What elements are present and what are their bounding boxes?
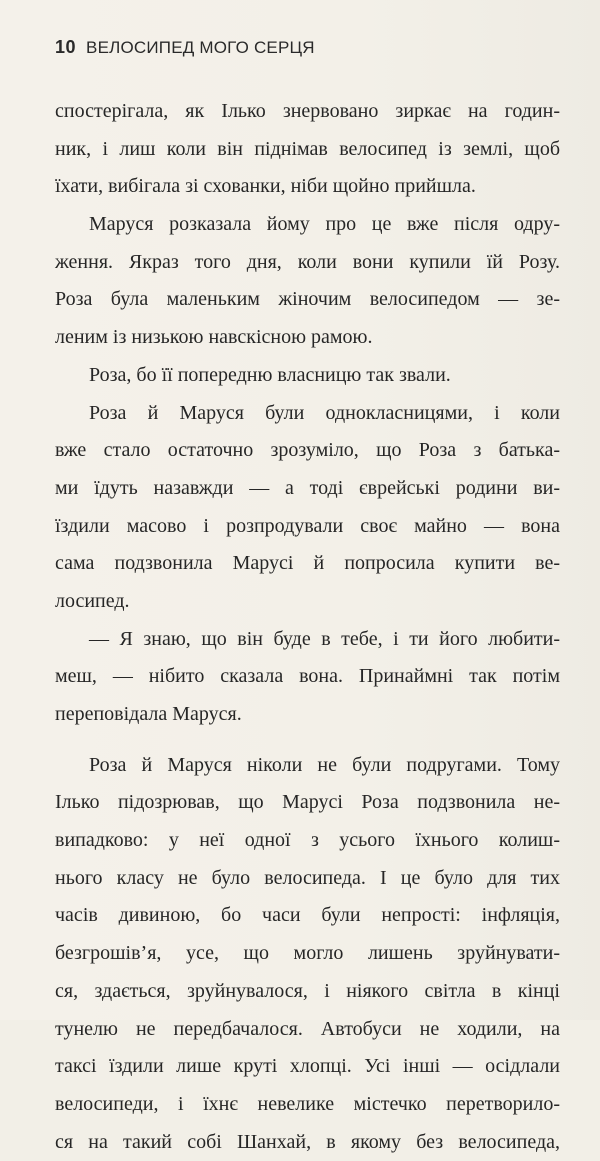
text-line: ник, і лиш коли він піднімав велосипед із землі, щоб	[55, 137, 560, 160]
text-line: ся на такий собі Шанхай, в якому без велосипеда,	[55, 1130, 560, 1153]
text-line: їхати, вибігала зі схованки, ніби щойно прийшла.	[55, 175, 476, 198]
text-line: їздили масово і розпродували своє майно — вона	[55, 514, 560, 537]
text-line: Роза була маленьким жіночим велосипедом — зе-	[55, 288, 560, 311]
text-line: переповідала Маруся.	[55, 703, 242, 725]
text-line: випадково: у неї одної з усього їхнього колиш-	[55, 829, 560, 852]
text-line: ся, здається, зруйнувалося, і ніякого світла в кінці	[55, 979, 560, 1002]
text-line: тунелю не передбачалося. Автобуси не ходили, на	[55, 1017, 560, 1040]
text-line: таксі їздили лише круті хлопці. Усі інші — осідлали	[55, 1055, 560, 1078]
text-line: леним із низькою навскісною рамою.	[55, 326, 373, 349]
page-header	[55, 37, 315, 58]
paragraph-gap	[55, 734, 560, 747]
text-line: сама подзвонила Марусі й попросила купити ве-	[55, 552, 560, 575]
page-number: 10	[55, 37, 77, 57]
text-line: часів дивиною, бо часи були непрості: інфляція,	[55, 904, 560, 927]
text-line: Роза й Маруся були однокласницями, і коли	[89, 401, 560, 424]
running-title: ВЕЛОСИПЕД МОГО СЕРЦЯ	[86, 38, 315, 57]
text-line: Роза, бо її попередню власницю так звали.	[89, 363, 451, 386]
text-line: велосипеди, і їхнє невелике містечко перетворило-	[55, 1092, 560, 1115]
text-line: лосипед.	[55, 589, 130, 612]
text-line: Ілько підозрював, що Марусі Роза подзвонила не-	[55, 791, 560, 814]
text-line: — Я знаю, що він буде в тебе, і ти його любити-	[89, 627, 560, 650]
text-line: спостерігала, як Ілько знервовано зиркає на годин-	[55, 100, 560, 122]
text-line: меш, — нібито сказала вона. Принаймні так потім	[55, 665, 560, 688]
text-line: Маруся розказала йому про це вже після одру-	[89, 213, 560, 236]
text-line: ження. Якраз того дня, коли вони купили їй Розу.	[55, 250, 560, 273]
text-line: вже стало остаточно зрозуміло, що Роза з батька-	[55, 439, 560, 462]
text-line: нього класу не було велосипеда. І це було для тих	[55, 866, 560, 889]
body-text	[55, 93, 560, 1161]
text-line: Роза й Маруся ніколи не були подругами. Тому	[89, 753, 560, 776]
text-line: ми їдуть назавжди — а тоді єврейські родини ви-	[55, 476, 560, 499]
text-line: безгрошів’я, усе, що могло лишень зруйнувати-	[55, 942, 560, 965]
